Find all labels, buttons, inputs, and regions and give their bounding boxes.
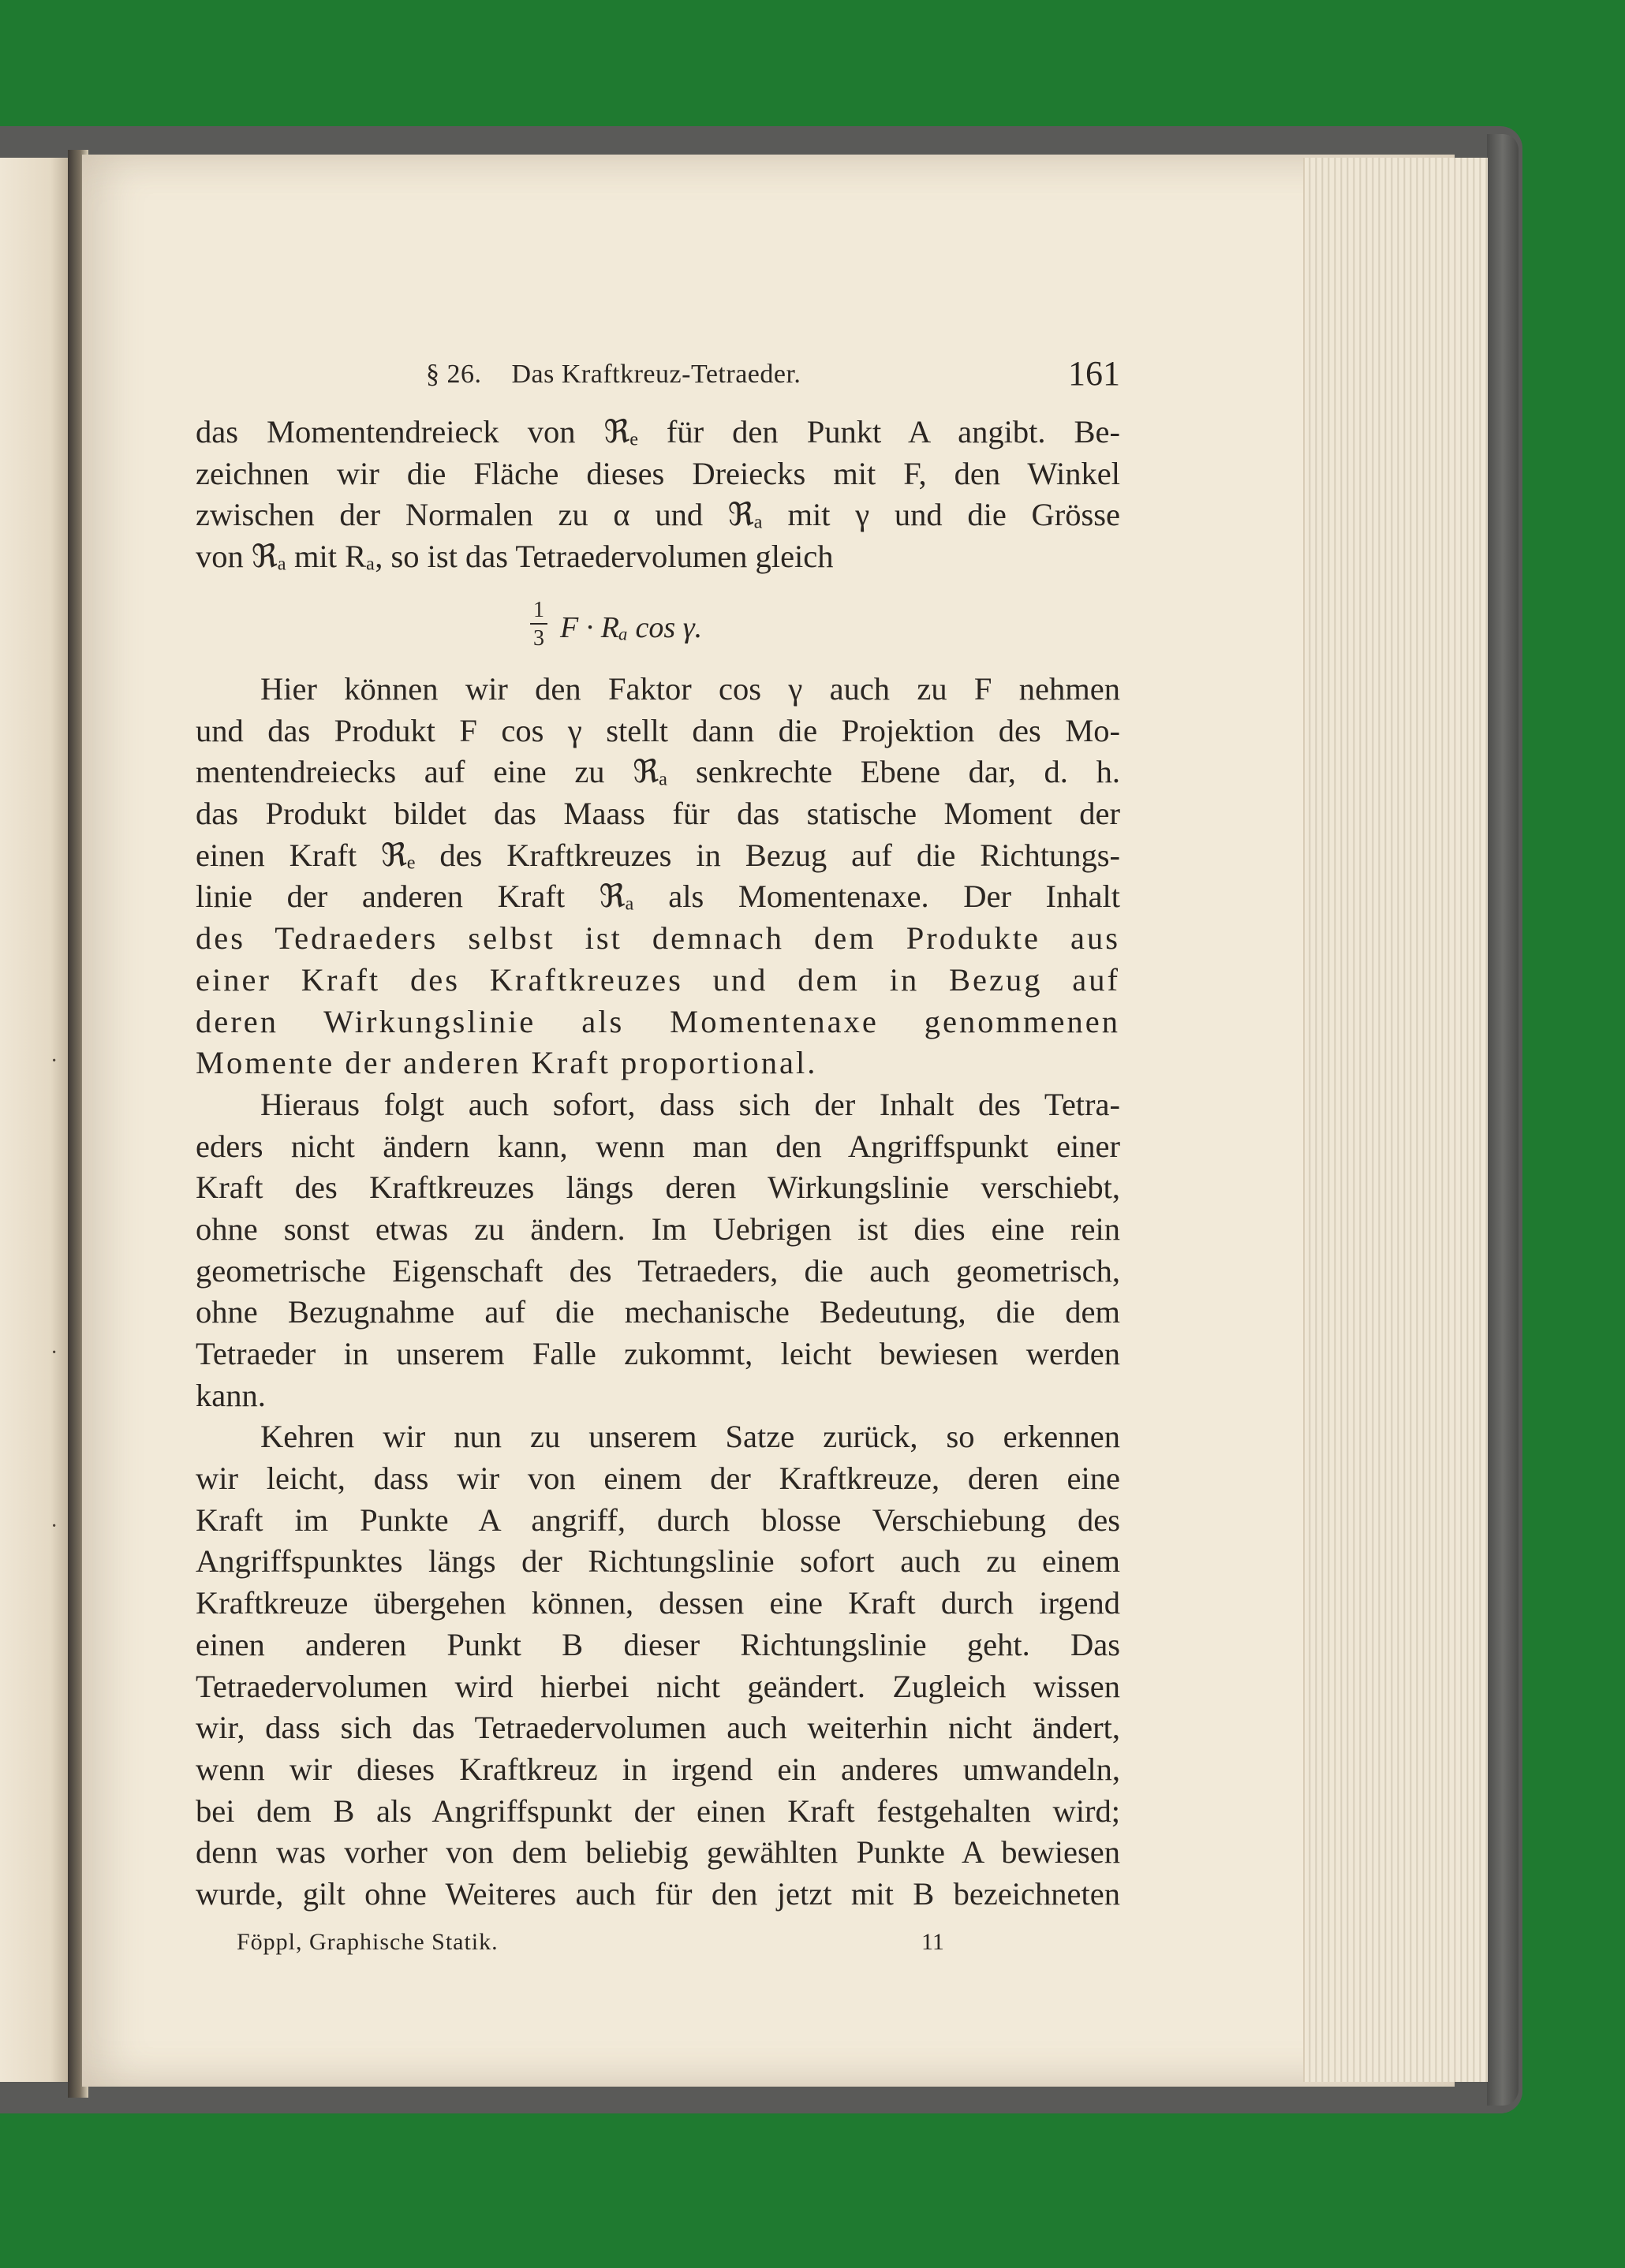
text-line: wurde, gilt ohne Weiteres auch für den jetzt mit B bezeichneten — [196, 1875, 1120, 1912]
text-line-emphasis: des Tedraeders selbst ist demnach dem Produkte aus — [196, 920, 1120, 957]
section-number: § 26. — [426, 360, 482, 389]
left-page-mark: · — [50, 1049, 58, 1073]
text-line-emphasis: Momente der anderen Kraft proportional. — [196, 1045, 818, 1081]
left-page-mark: · — [50, 1514, 58, 1539]
cover-edge — [1487, 134, 1519, 2106]
text-line: wir leicht, dass wir von einem der Kraftkreuze, deren eine — [196, 1460, 1120, 1497]
formula-expression: F · Rₐ cos γ. — [560, 611, 703, 644]
text-line-emphasis: deren Wirkungslinie als Momentenaxe genommenen — [196, 1003, 1120, 1039]
text-line: Tetraedervolumen wird hierbei nicht geändert. Zugleich wissen — [196, 1668, 1120, 1704]
text-line: Angriffspunktes längs der Richtungslinie sofort auch zu einem — [196, 1543, 1120, 1580]
text-line: kann. — [196, 1377, 266, 1413]
formula-denominator: 3 — [533, 626, 544, 651]
text-line: eders nicht ändern kann, wenn man den Angriffspunkt einer — [196, 1128, 1120, 1164]
text-line: das Produkt bildet das Maass für das statische Moment der — [196, 796, 1120, 832]
text-line: Hieraus folgt auch sofort, dass sich der Inhalt des Tetra- — [260, 1086, 1120, 1122]
left-page-text-fragments — [0, 158, 73, 2082]
text-line: das Momentendreieck von ℜₑ für den Punkt A angibt. Be- — [196, 414, 1120, 449]
text-line: von ℜₐ mit Rₐ, so ist das Tetraedervolumen gleich — [196, 539, 834, 575]
fraction-bar — [530, 623, 547, 625]
text-line: ohne sonst etwas zu ändern. Im Uebrigen ist dies eine rein — [196, 1210, 1120, 1247]
page-edges — [1303, 158, 1488, 2082]
text-line: Hier können wir den Faktor cos γ auch zu F nehmen — [260, 671, 1120, 707]
text-line: wir, dass sich das Tetraedervolumen auch weiterhin nicht ändert, — [196, 1710, 1120, 1746]
text-line: bei dem B als Angriffspunkt der einen Kraft festgehalten wird; — [196, 1792, 1120, 1829]
text-line: einen Kraft ℜₑ des Kraftkreuzes in Bezug auf die Richtungs- — [196, 837, 1120, 873]
text-line: Kehren wir nun zu unserem Satze zurück, so erkennen — [260, 1419, 1120, 1455]
text-line: denn was vorher von dem beliebig gewählten Punkte A bewiesen — [196, 1834, 1120, 1871]
text-line: ohne Bezugnahme auf die mechanische Bedeutung, die dem — [196, 1294, 1120, 1330]
text-line: Kraftkreuze übergehen können, dessen eine Kraft durch irgend — [196, 1585, 1120, 1621]
text-line: linie der anderen Kraft ℜₐ als Momentenaxe. Der Inhalt — [196, 878, 1120, 915]
paragraph-1 — [196, 412, 1120, 578]
text-line-emphasis: einer Kraft des Kraftkreuzes und dem in Bezug auf — [196, 961, 1120, 998]
text-line: mentendreiecks auf eine zu ℜₐ senkrechte Ebene dar, d. h. — [196, 754, 1120, 790]
left-page-mark: · — [50, 1341, 58, 1365]
main-text — [196, 669, 1120, 1915]
formula-numerator: 1 — [533, 598, 544, 622]
text-line: geometrische Eigenschaft des Tetraeders, die auch geometrisch, — [196, 1252, 1120, 1289]
page-number: 161 — [1068, 354, 1120, 393]
text-line: wenn wir dieses Kraftkreuz in irgend ein anderes umwandeln, — [196, 1751, 1120, 1787]
footer-author-title: Föppl, Graphische Statik. — [237, 1929, 499, 1955]
text-line: und das Produkt F cos γ stellt dann die Projektion des Mo- — [196, 712, 1120, 748]
signature-mark: 11 — [921, 1929, 944, 1955]
text-line: Tetraeder in unserem Falle zukommt, leicht bewiesen werden — [196, 1336, 1120, 1371]
text-line: Kraft des Kraftkreuzes längs deren Wirkungslinie verschiebt, — [196, 1169, 1120, 1206]
left-facing-page — [0, 158, 73, 2082]
text-line: Kraft im Punkte A angriff, durch blosse Verschiebung des — [196, 1501, 1120, 1538]
text-line: zwischen der Normalen zu α und ℜₐ mit γ und die Grösse — [196, 497, 1120, 533]
text-line: zeichnen wir die Fläche dieses Dreiecks mit F, den Winkel — [196, 455, 1120, 491]
running-head — [426, 353, 1120, 401]
text-line: einen anderen Punkt B dieser Richtungslinie geht. Das — [196, 1626, 1120, 1662]
running-head-title — [426, 360, 801, 390]
chapter-title: Das Kraftkreuz-Tetraeder. — [511, 360, 801, 389]
